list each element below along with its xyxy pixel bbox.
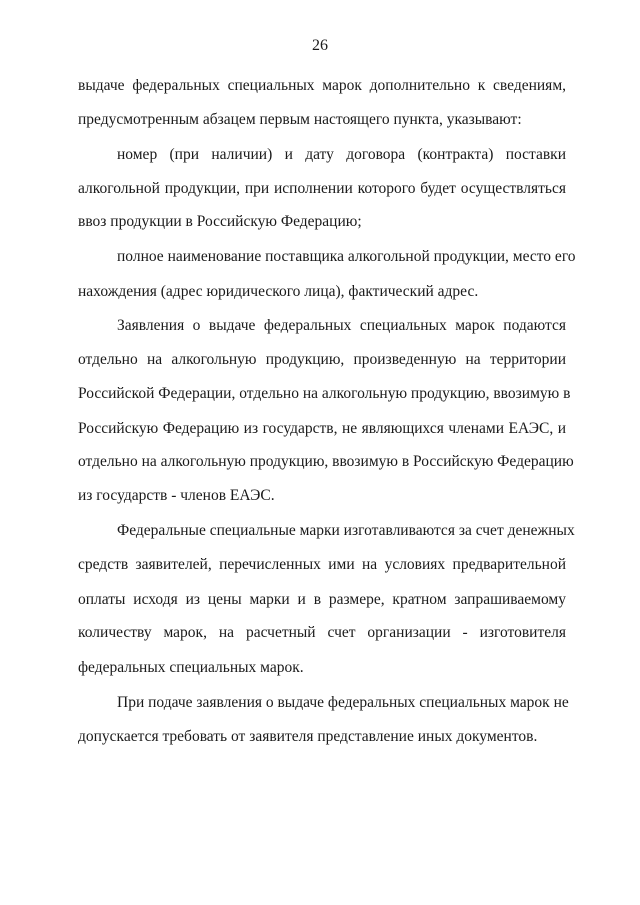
paragraph-2-line-1: номер (при наличии) и дату договора (контракта) поставки — [117, 146, 566, 163]
paragraph-4-line-2: отдельно на алкогольную продукцию, произведенную на территории — [78, 351, 566, 368]
paragraph-4-line-5: отдельно на алкогольную продукцию, ввозимую в Российскую Федерацию — [78, 453, 574, 470]
paragraph-5-line-5: федеральных специальных марок. — [78, 659, 304, 676]
paragraph-6-line-2: допускается требовать от заявителя представление иных документов. — [78, 728, 538, 745]
paragraph-4-line-6: из государств - членов ЕАЭС. — [78, 487, 275, 504]
paragraph-4-line-1: Заявления о выдаче федеральных специальных марок подаются — [117, 317, 566, 334]
page-number: 26 — [312, 37, 328, 54]
paragraph-5-line-4: количеству марок, на расчетный счет организации - изготовителя — [78, 624, 566, 641]
paragraph-1-line-2: предусмотренным абзацем первым настоящего пункта, указывают: — [78, 111, 522, 128]
paragraph-4-line-3: Российской Федерации, отдельно на алкогольную продукцию, ввозимую в — [78, 385, 571, 402]
paragraph-4-line-4: Российскую Федерацию из государств, не являющихся членами ЕАЭС, и — [78, 420, 566, 437]
paragraph-1-line-1: выдаче федеральных специальных марок дополнительно к сведениям, — [78, 77, 566, 94]
paragraph-6-line-1: При подаче заявления о выдаче федеральных специальных марок не — [117, 694, 569, 711]
paragraph-3-line-2: нахождения (адрес юридического лица), фактический адрес. — [78, 283, 479, 300]
paragraph-3-line-1: полное наименование поставщика алкогольной продукции, место его — [117, 248, 576, 265]
paragraph-5-line-3: оплаты исходя из цены марки и в размере, кратном запрашиваемому — [78, 591, 566, 608]
paragraph-5-line-1: Федеральные специальные марки изготавливаются за счет денежных — [117, 522, 575, 539]
paragraph-2-line-3: ввоз продукции в Российскую Федерацию; — [78, 213, 362, 230]
paragraph-2-line-2: алкогольной продукции, при исполнении которого будет осуществляться — [78, 180, 566, 197]
paragraph-5-line-2: средств заявителей, перечисленных ими на условиях предварительной — [78, 556, 566, 573]
